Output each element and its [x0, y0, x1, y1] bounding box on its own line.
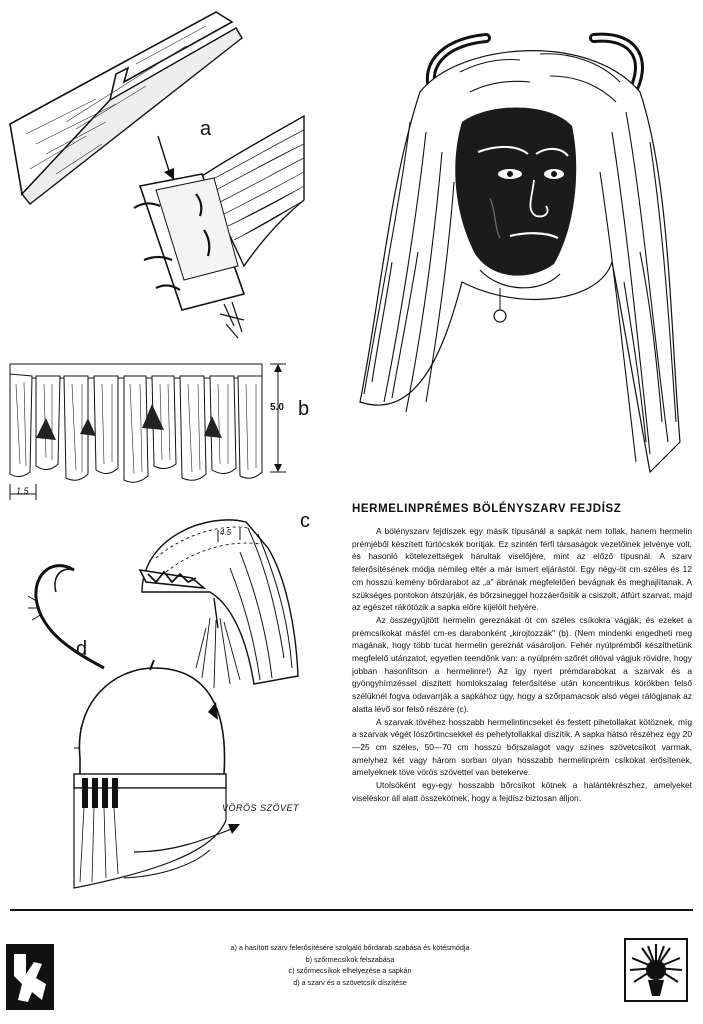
- label-voros-szovet: VÖRÖS SZÖVET: [222, 803, 300, 813]
- article-title: HERMELINPRÉMES BÖLÉNYSZARV FEJDÍSZ: [352, 503, 622, 515]
- dimension-height: 5.0: [270, 402, 284, 413]
- figure-a-horn-attachment: [6, 4, 306, 344]
- article: [352, 503, 692, 804]
- sun-emblem-icon: [624, 938, 688, 1002]
- dimension-width: 1.5: [16, 486, 29, 496]
- figure-label-b: b: [298, 398, 310, 420]
- caption-a: a) a hasított szarv felerősítésére szolgáló bőrdarab szabása és kötésmódja: [230, 943, 470, 952]
- divider-rule: [10, 909, 693, 911]
- figure-captions: [130, 942, 570, 988]
- article-paragraph-3: A szarvak tövéhez hosszabb hermelintincseket és festett pihetollakat kötöznek, míg a szarvak végét lószőrtincsekkel és pehelytollakkal díszítik. A sapka hátsó részéhez egy 20—25 cm széles, 50—70 cm hosszú bőrszalagot vagy színes szövetcsíkot varrnak, amelyhez két vagy három sorban olyan hosszabb hermelinprém csíkokat erősítenek, amelyeknek töve vörös szövettel van betekerve.: [352, 716, 692, 778]
- chief-headdress-portrait: [350, 2, 695, 482]
- article-paragraph-2: Az összegyűjtött hermelin gereznákat öt cm széles csíkokra vágják, és ezeket a prémcsíkokat másfél cm-es darabonként „kirojtozzák" (b). (Nem mindenki engedheti meg magának, hogy több tucat hermelin gereznát vásároljon. Fehér nyúlprémből készíthetünk megfelelő utánzatot, egyetlen teendőnk van: a nyúlprém szőrét ollóval vágjuk rövidre, hogy jobban hasonlítson a hermelinre!) Az így nyert prémdarabokat a szarvak és a gyöngyhímzéssel díszített homlokszalag felerősítése után koncentrikus körökben felső szélüknél fogva odavarrják a sapkához úgy, hogy a szőrpamacsok alsó végei rálógjanak az alatta lévő sor felső részére (c).: [352, 614, 692, 714]
- caption-d: d) a szarv és a szövetcsík díszítése: [293, 977, 407, 987]
- article-paragraph-4: Utolsóként egy-egy hosszabb bőrcsíkot kötnek a halántékrészhez, amelyeket viseléskor áll alatt összekötnek, hogy a fejdísz biztosan álljon.: [352, 780, 692, 803]
- figure-label-a: a: [200, 118, 212, 140]
- figure-b-fur-strip: [6, 354, 306, 504]
- figure-label-d: d: [76, 638, 88, 660]
- article-paragraph-1: A bölényszarv fejdíszek egy másik típusánál a sapkát nem tollak, hanem hermelin prémjéből készített fürtöcskék borítják. Ez szintén férfi társaságok vezetőinek jelvénye volt, és hasonló kötelezettségek hárultak viselőjére, mint az előző típusnál. A szarv felerősítésének módja némileg eltér a már ismert eljárástól. Egy négy-öt cm széles és 12 cm hosszú kemény bőrdarabot az „a" ábrának megfelelően bevágnak és meghajlítanak. A szükséges pontokon átszúrják, és bőrzsineggel hozzáerősítik a csiszolt, átfúrt szarvat, majd az egészet rákötözik a sapka előre kijelölt helyére.: [352, 526, 692, 613]
- dimension-c: 4.5: [220, 528, 232, 537]
- figure-d-horn-cloth-decoration: [14, 552, 334, 892]
- caption-b: b) szőrmecsíkok felszabása: [305, 954, 395, 964]
- caption-c: c) szőrmecsíkok elhelyezése a sapkán: [288, 966, 412, 975]
- figure-label-c: c: [300, 510, 310, 532]
- publisher-logo-icon: [6, 944, 54, 1010]
